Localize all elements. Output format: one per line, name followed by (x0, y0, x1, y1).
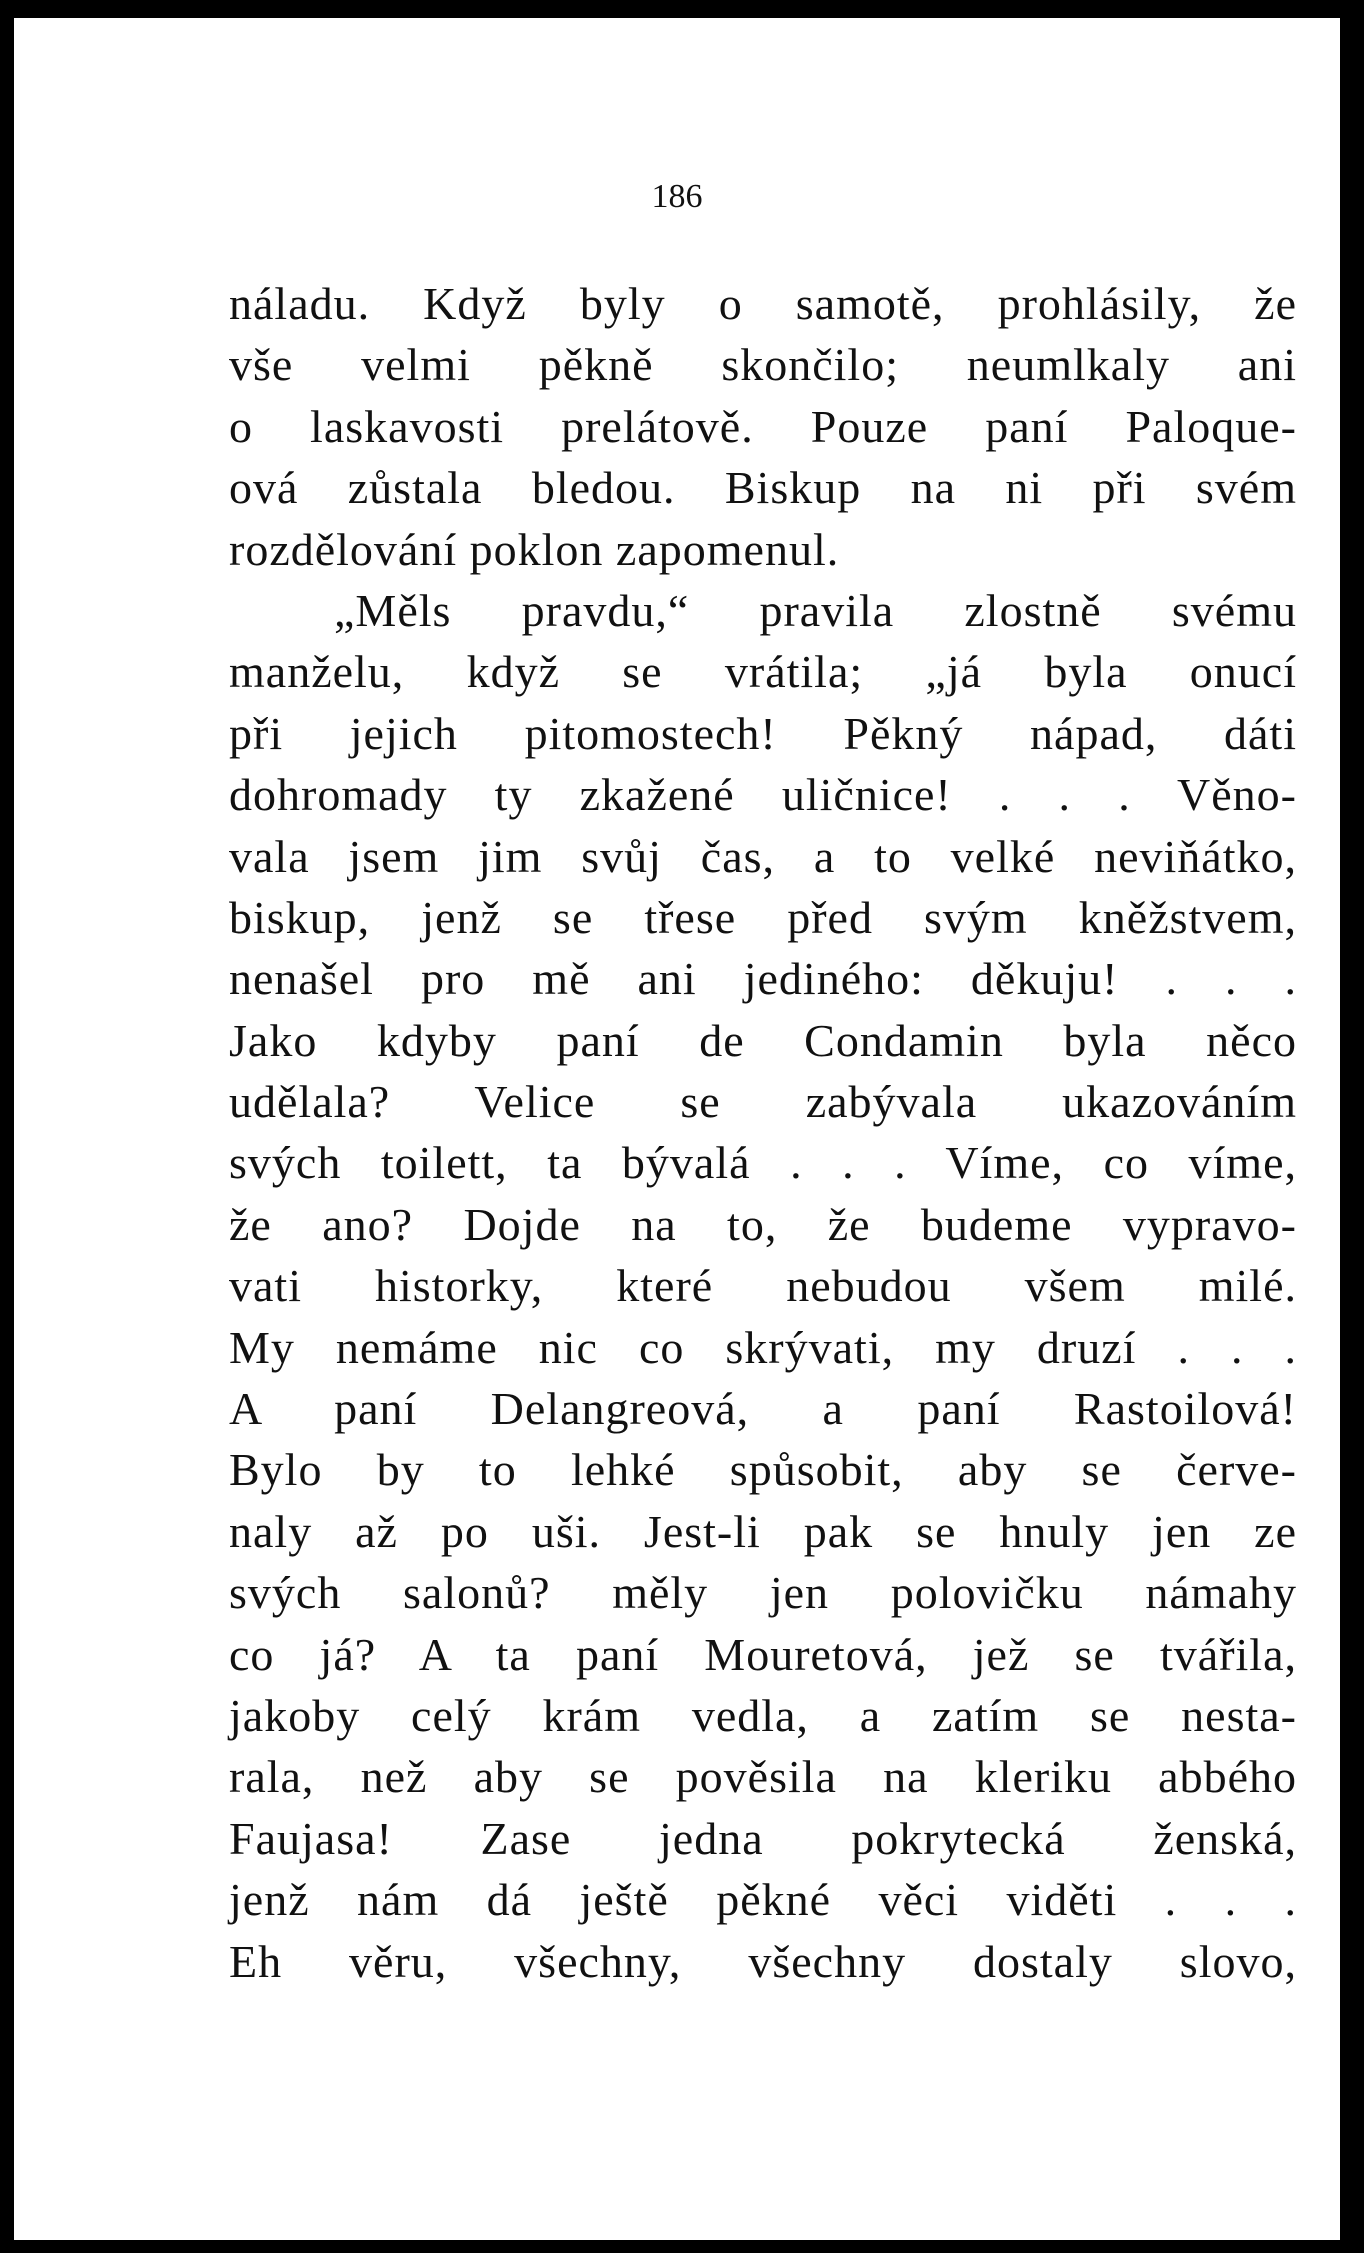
text-line: udělala? Velice se zabývala ukazováním (229, 1076, 1297, 1128)
text-line: „Měls pravdu,“ pravila zlostně svému (334, 584, 1297, 636)
text-line: jakoby celý krám vedla, a zatím se nesta- (229, 1689, 1297, 1741)
text-line: nenašel pro mě ani jediného: děkuju! . . . (229, 953, 1297, 1005)
text-line: rozdělování poklon zapomenul. (229, 523, 840, 575)
book-page (14, 18, 1340, 2240)
text-line: vala jsem jim svůj čas, a to velké neviňátko, (229, 830, 1297, 882)
text-line: rala, než aby se pověsila na kleriku abbého (229, 1751, 1297, 1803)
text-line: že ano? Dojde na to, že budeme vypravo- (229, 1198, 1297, 1250)
text-line: My nemáme nic co skrývati, my druzí . . . (229, 1321, 1297, 1373)
text-line: dohromady ty zkažené uličnice! . . . Věno- (229, 769, 1297, 821)
body-text (229, 273, 1297, 1992)
text-line: Faujasa! Zase jedna pokrytecká ženská, (229, 1812, 1297, 1864)
text-line: biskup, jenž se třese před svým kněžstvem, (229, 891, 1297, 943)
text-line: při jejich pitomostech! Pěkný nápad, dáti (229, 707, 1297, 759)
text-line: co já? A ta paní Mouretová, jež se tvářila, (229, 1628, 1297, 1680)
text-line: svých toilett, ta bývalá . . . Víme, co víme, (229, 1137, 1297, 1189)
text-line: o laskavosti prelátově. Pouze paní Paloque- (229, 400, 1297, 452)
text-line: vati historky, které nebudou všem milé. (229, 1260, 1297, 1312)
page-number: 186 (651, 178, 703, 215)
text-line: svých salonů? měly jen polovičku námahy (229, 1567, 1297, 1619)
text-line: náladu. Když byly o samotě, prohlásily, že (229, 278, 1297, 329)
text-line: vše velmi pěkně skončilo; neumlkaly ani (229, 339, 1297, 391)
text-line: ová zůstala bledou. Biskup na ni při svém (229, 462, 1297, 514)
text-line: naly až po uši. Jest-li pak se hnuly jen ze (229, 1505, 1297, 1557)
text-line: A paní Delangreová, a paní Rastoilová! (229, 1383, 1297, 1435)
text-line: manželu, když se vrátila; „já byla onucí (229, 646, 1297, 698)
text-line: Eh věru, všechny, všechny dostaly slovo, (229, 1935, 1297, 1987)
text-line: Jako kdyby paní de Condamin byla něco (229, 1014, 1297, 1066)
text-line: Bylo by to lehké spůsobit, aby se červe- (229, 1444, 1297, 1496)
text-line: jenž nám dá ještě pěkné věci viděti . . . (229, 1874, 1297, 1926)
